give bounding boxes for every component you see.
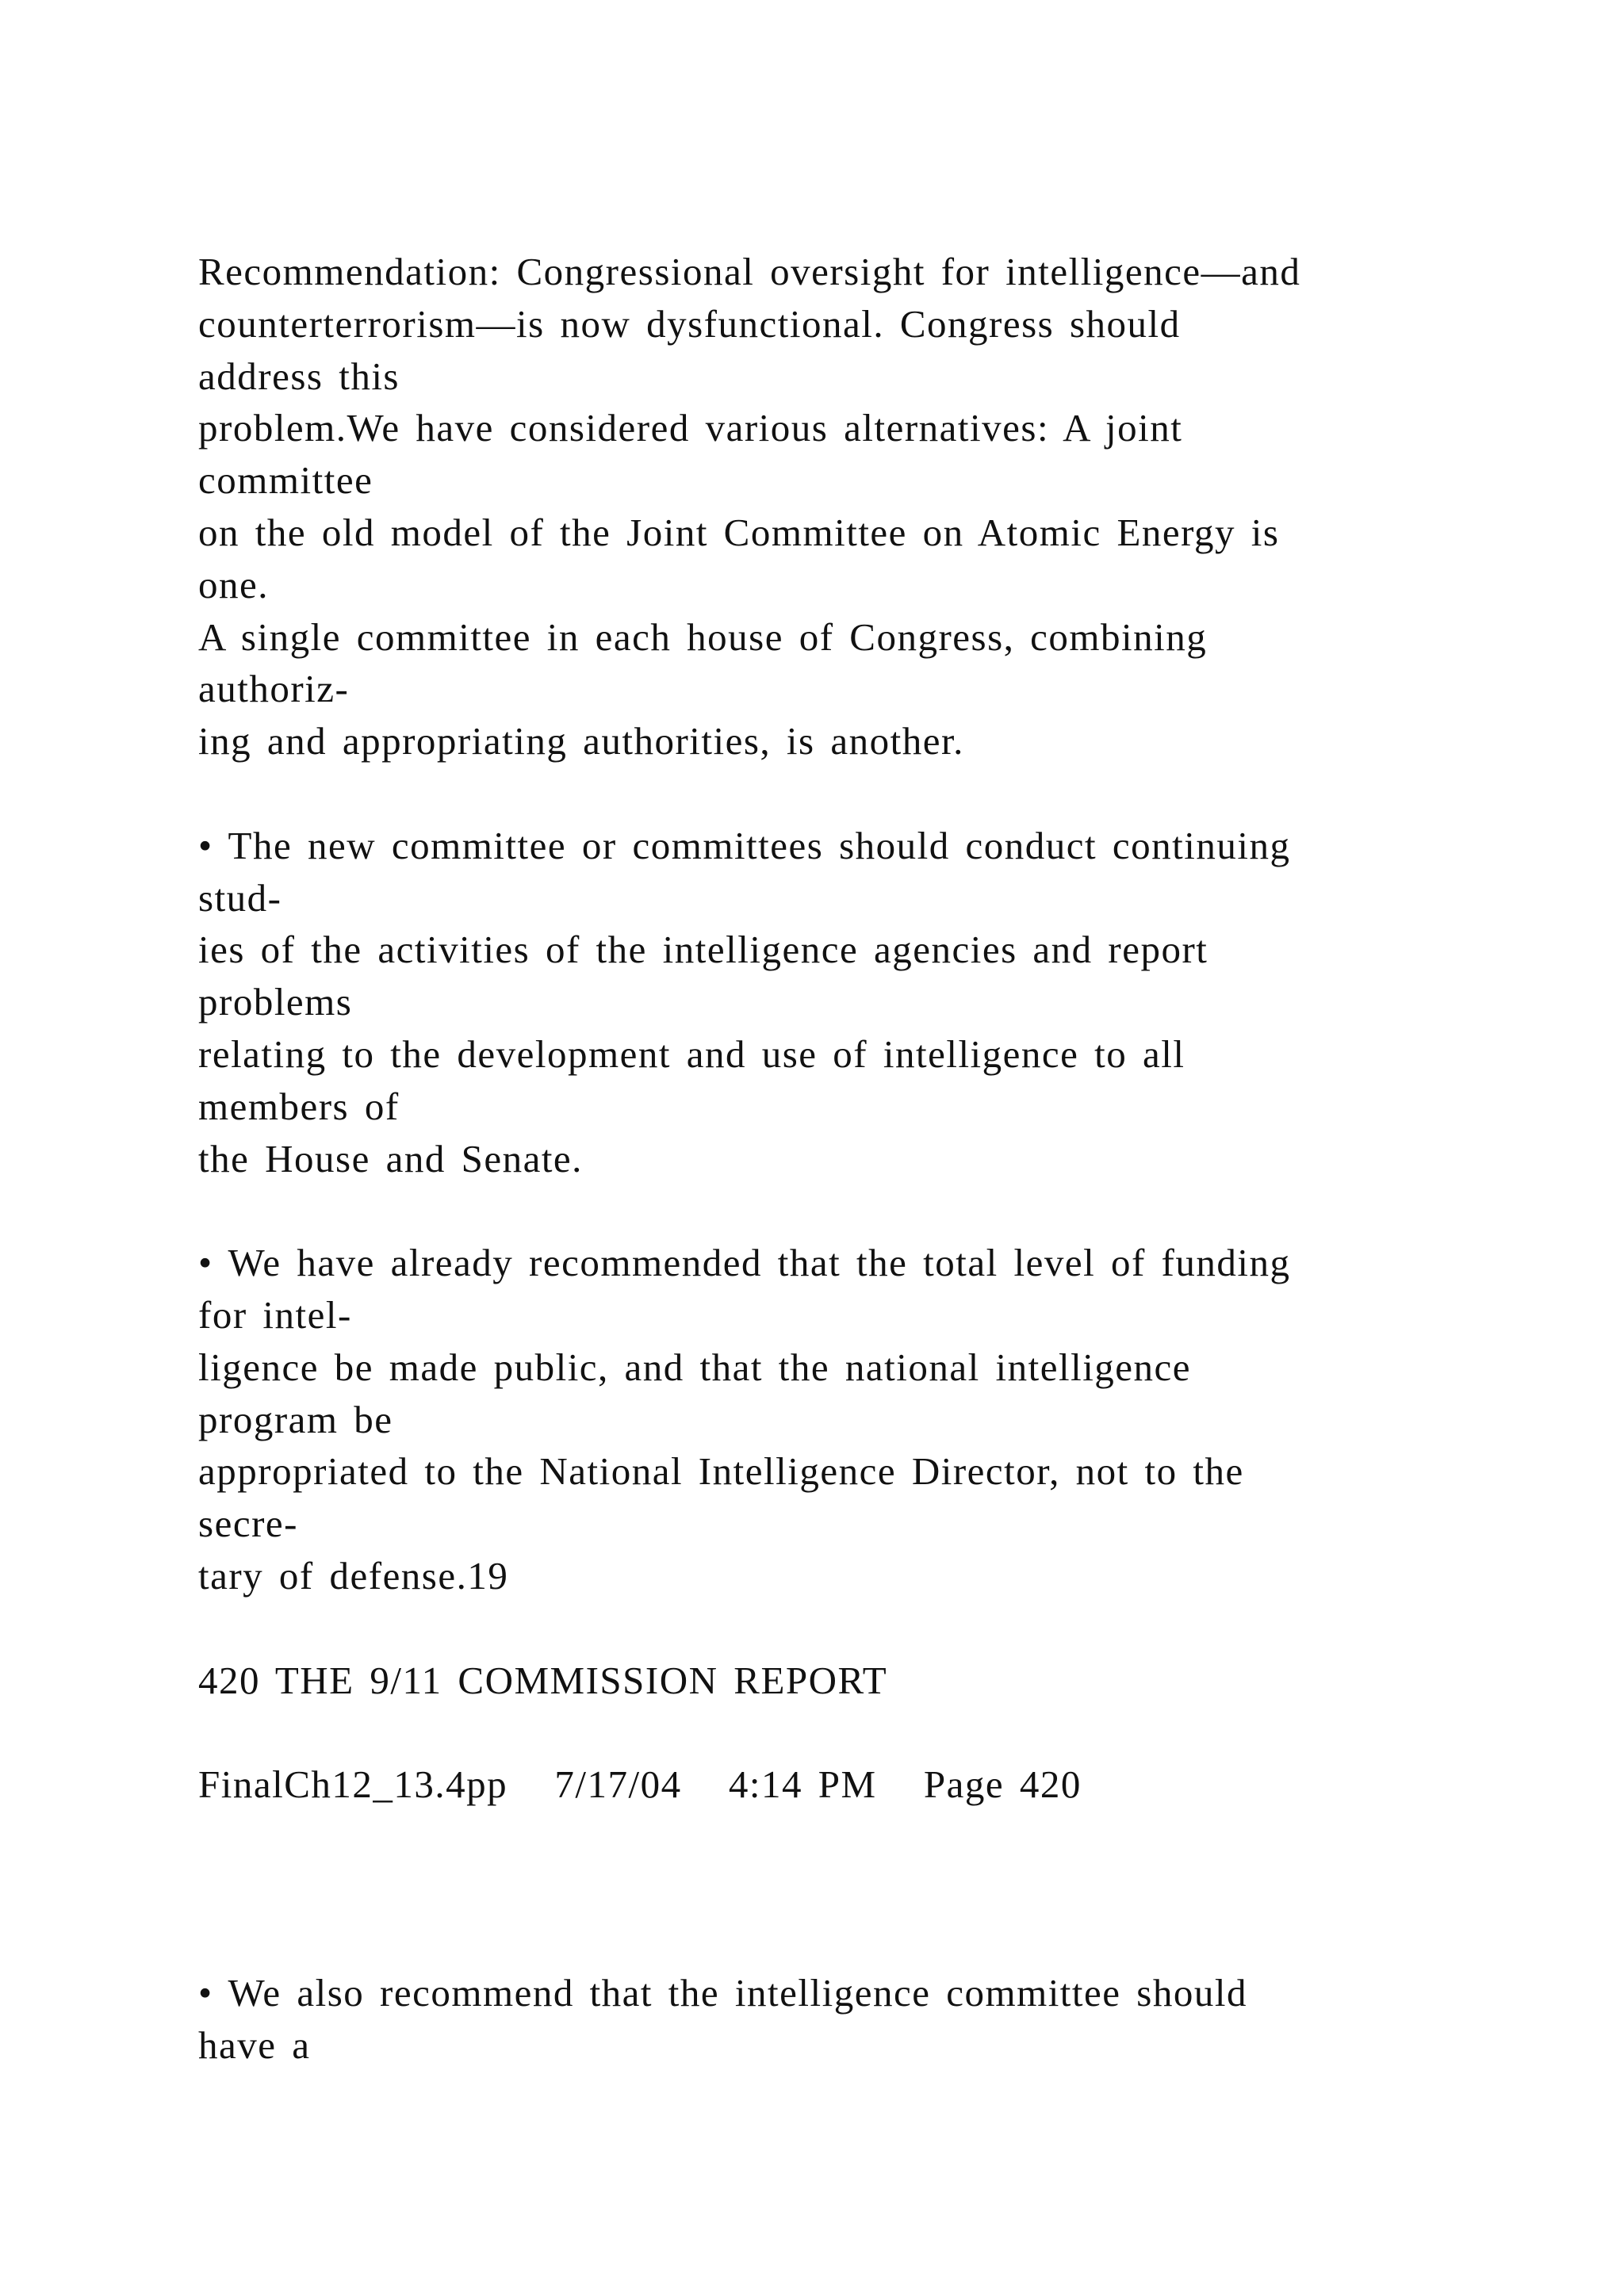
document-body bbox=[198, 246, 1546, 2072]
text-line: one. bbox=[198, 562, 269, 607]
text-line: authoriz- bbox=[198, 667, 350, 711]
blank-line bbox=[198, 1184, 1546, 1237]
bullet-line: • The new committee or committees should conduct continuing bbox=[198, 823, 1291, 867]
text-line: problem.We have considered various alternatives: A joint bbox=[198, 406, 1183, 450]
text-line: A single committee in each house of Congress, combining bbox=[198, 614, 1208, 659]
text-line: Recommendation: Congressional oversight for intelligence—and bbox=[198, 250, 1301, 293]
blank-line bbox=[198, 1602, 1546, 1655]
text-line: on the old model of the Joint Committee on Atomic Energy is bbox=[198, 510, 1280, 554]
text-line: problems bbox=[198, 980, 353, 1024]
text-line: have a bbox=[198, 2023, 311, 2068]
blank-line bbox=[198, 1706, 1546, 1758]
blank-line bbox=[198, 1863, 1546, 1915]
text-line: for intel- bbox=[198, 1292, 352, 1337]
text-line: ing and appropriating authorities, is another. bbox=[198, 719, 964, 763]
text-line: tary of defense.19 bbox=[198, 1553, 509, 1598]
blank-line bbox=[198, 1811, 1546, 1863]
text-line: stud- bbox=[198, 875, 282, 920]
text-line: the House and Senate. bbox=[198, 1136, 583, 1181]
text-line: address this bbox=[198, 354, 400, 398]
text-line: counterterrorism—is now dysfunctional. Congress should bbox=[198, 301, 1181, 346]
text-line: committee bbox=[198, 458, 373, 503]
text-line: ies of the activities of the intelligence agencies and report bbox=[198, 928, 1208, 972]
blank-line bbox=[198, 767, 1546, 820]
bullet-line: • We also recommend that the intelligence committee should bbox=[198, 1971, 1247, 2015]
bullet-line: • We have already recommended that the total level of funding bbox=[198, 1241, 1291, 1285]
text-line: appropriated to the National Intelligence Director, not to the bbox=[198, 1449, 1244, 1494]
text-line: program be bbox=[198, 1397, 393, 1441]
text-line: secre- bbox=[198, 1502, 298, 1546]
text-line: ligence be made public, and that the national intelligence bbox=[198, 1345, 1192, 1389]
file-info-line: FinalCh12_13.4pp 7/17/04 4:14 PM Page 420 bbox=[198, 1762, 1082, 1807]
page-footer-title: 420 THE 9/11 COMMISSION REPORT bbox=[198, 1658, 888, 1702]
text-line: relating to the development and use of intelligence to all bbox=[198, 1031, 1185, 1076]
text-line: members of bbox=[198, 1084, 400, 1128]
blank-line bbox=[198, 1915, 1546, 1968]
